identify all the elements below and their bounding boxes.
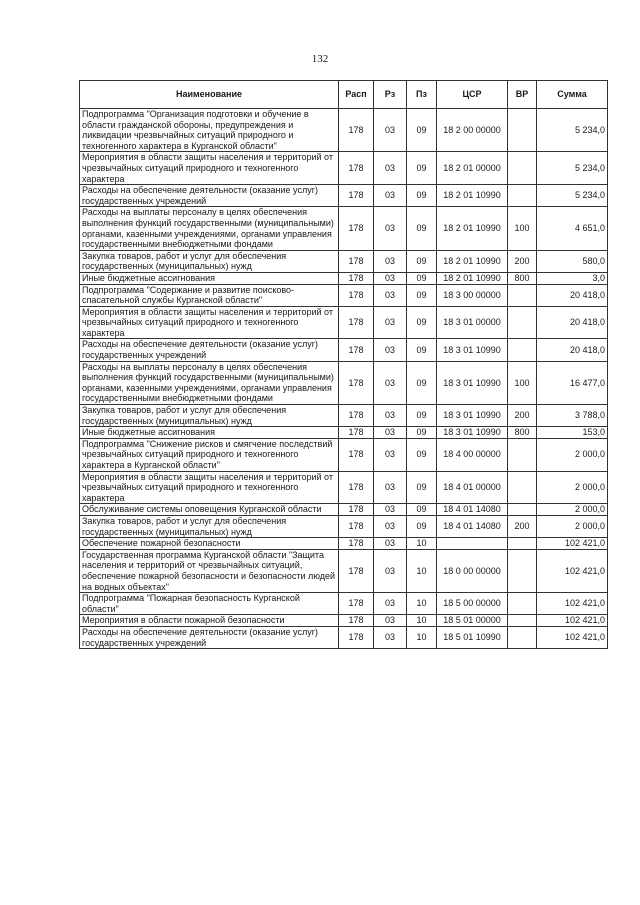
cell-pz: 09 bbox=[407, 405, 437, 427]
cell-name: Обслуживание системы оповещения Курганской области bbox=[80, 504, 339, 516]
cell-pz: 09 bbox=[407, 471, 437, 504]
cell-name: Обеспечение пожарной безопасности bbox=[80, 538, 339, 550]
cell-name: Мероприятия в области защиты населения и территорий от чрезвычайных ситуаций природного и техногенного характера bbox=[80, 471, 339, 504]
cell-vr bbox=[508, 185, 537, 207]
cell-pz: 10 bbox=[407, 549, 437, 592]
cell-vr bbox=[508, 626, 537, 648]
cell-name: Подпрограмма "Пожарная безопасность Курганской области" bbox=[80, 593, 339, 615]
table-row bbox=[80, 438, 608, 471]
cell-vr bbox=[508, 109, 537, 152]
table-row bbox=[80, 615, 608, 627]
cell-csr: 18 0 00 00000 bbox=[437, 549, 508, 592]
cell-sum: 5 234,0 bbox=[537, 109, 608, 152]
cell-csr: 18 4 00 00000 bbox=[437, 438, 508, 471]
cell-rz: 03 bbox=[374, 250, 407, 272]
header-sum: Сумма bbox=[537, 81, 608, 109]
cell-rz: 03 bbox=[374, 306, 407, 339]
cell-vr bbox=[508, 504, 537, 516]
cell-rasp: 178 bbox=[339, 109, 374, 152]
cell-name: Подпрограмма "Снижение рисков и смягчение последствий чрезвычайных ситуаций природного и техногенного характера в Курганской области" bbox=[80, 438, 339, 471]
cell-name: Подпрограмма "Содержание и развитие поисково-спасательной службы Курганской области" bbox=[80, 284, 339, 306]
cell-pz: 09 bbox=[407, 272, 437, 284]
table-row bbox=[80, 361, 608, 404]
cell-sum: 153,0 bbox=[537, 427, 608, 439]
cell-pz: 09 bbox=[407, 250, 437, 272]
cell-pz: 09 bbox=[407, 504, 437, 516]
cell-rz: 03 bbox=[374, 207, 407, 250]
cell-rz: 03 bbox=[374, 185, 407, 207]
cell-name: Иные бюджетные ассигнования bbox=[80, 272, 339, 284]
cell-rasp: 178 bbox=[339, 284, 374, 306]
cell-sum: 16 477,0 bbox=[537, 361, 608, 404]
table-row bbox=[80, 471, 608, 504]
cell-csr: 18 3 01 00000 bbox=[437, 306, 508, 339]
cell-vr: 200 bbox=[508, 405, 537, 427]
cell-vr: 800 bbox=[508, 427, 537, 439]
cell-rz: 03 bbox=[374, 593, 407, 615]
cell-rz: 03 bbox=[374, 152, 407, 185]
table-header-row bbox=[80, 81, 608, 109]
cell-rz: 03 bbox=[374, 471, 407, 504]
cell-pz: 09 bbox=[407, 207, 437, 250]
cell-pz: 09 bbox=[407, 438, 437, 471]
cell-vr bbox=[508, 615, 537, 627]
cell-rz: 03 bbox=[374, 272, 407, 284]
cell-sum: 2 000,0 bbox=[537, 504, 608, 516]
cell-name: Закупка товаров, работ и услуг для обеспечения государственных (муниципальных) нужд bbox=[80, 405, 339, 427]
cell-csr: 18 4 01 14080 bbox=[437, 504, 508, 516]
cell-rasp: 178 bbox=[339, 185, 374, 207]
cell-pz: 10 bbox=[407, 626, 437, 648]
cell-rz: 03 bbox=[374, 284, 407, 306]
cell-rz: 03 bbox=[374, 626, 407, 648]
header-vr: ВР bbox=[508, 81, 537, 109]
cell-sum: 2 000,0 bbox=[537, 471, 608, 504]
cell-rasp: 178 bbox=[339, 504, 374, 516]
cell-rz: 03 bbox=[374, 339, 407, 361]
cell-name: Мероприятия в области защиты населения и территорий от чрезвычайных ситуаций природного и техногенного характера bbox=[80, 306, 339, 339]
cell-rz: 03 bbox=[374, 109, 407, 152]
table-row bbox=[80, 306, 608, 339]
cell-sum: 20 418,0 bbox=[537, 284, 608, 306]
cell-sum: 20 418,0 bbox=[537, 306, 608, 339]
cell-pz: 09 bbox=[407, 152, 437, 185]
cell-rasp: 178 bbox=[339, 615, 374, 627]
cell-vr bbox=[508, 284, 537, 306]
table-row bbox=[80, 504, 608, 516]
cell-rasp: 178 bbox=[339, 405, 374, 427]
cell-rasp: 178 bbox=[339, 361, 374, 404]
cell-name: Подпрограмма "Организация подготовки и обучение в области гражданской обороны, предупреждения и ликвидации чрезвычайных ситуаций природного и техногенного характера в Курганской области" bbox=[80, 109, 339, 152]
cell-pz: 10 bbox=[407, 538, 437, 550]
cell-csr: 18 3 00 00000 bbox=[437, 284, 508, 306]
cell-pz: 10 bbox=[407, 615, 437, 627]
table-row bbox=[80, 427, 608, 439]
table-row bbox=[80, 515, 608, 537]
table-row bbox=[80, 207, 608, 250]
cell-name: Мероприятия в области пожарной безопасности bbox=[80, 615, 339, 627]
cell-pz: 09 bbox=[407, 361, 437, 404]
cell-sum: 4 651,0 bbox=[537, 207, 608, 250]
cell-rasp: 178 bbox=[339, 438, 374, 471]
cell-pz: 09 bbox=[407, 515, 437, 537]
cell-csr: 18 2 01 00000 bbox=[437, 152, 508, 185]
cell-rasp: 178 bbox=[339, 593, 374, 615]
cell-name: Расходы на выплаты персоналу в целях обеспечения выполнения функций государственными (муниципальными) органами, казенными учреждениями, органами управления государственными внебюджетными фондами bbox=[80, 207, 339, 250]
cell-name: Государственная программа Курганской области "Защита населения и территорий от чрезвычайных ситуаций, обеспечение пожарной безопасности и безопасности людей на водных объектах" bbox=[80, 549, 339, 592]
header-rz: Рз bbox=[374, 81, 407, 109]
budget-table bbox=[79, 80, 608, 649]
cell-rz: 03 bbox=[374, 538, 407, 550]
cell-vr bbox=[508, 152, 537, 185]
cell-sum: 580,0 bbox=[537, 250, 608, 272]
cell-sum: 102 421,0 bbox=[537, 549, 608, 592]
table-row bbox=[80, 549, 608, 592]
cell-vr bbox=[508, 339, 537, 361]
cell-csr: 18 5 00 00000 bbox=[437, 593, 508, 615]
cell-sum: 5 234,0 bbox=[537, 152, 608, 185]
cell-sum: 20 418,0 bbox=[537, 339, 608, 361]
cell-vr: 100 bbox=[508, 207, 537, 250]
cell-vr bbox=[508, 593, 537, 615]
cell-csr: 18 3 01 10990 bbox=[437, 339, 508, 361]
cell-name: Мероприятия в области защиты населения и территорий от чрезвычайных ситуаций природного и техногенного характера bbox=[80, 152, 339, 185]
cell-csr: 18 2 01 10990 bbox=[437, 250, 508, 272]
cell-pz: 09 bbox=[407, 185, 437, 207]
cell-vr bbox=[508, 471, 537, 504]
cell-csr: 18 5 01 00000 bbox=[437, 615, 508, 627]
cell-rz: 03 bbox=[374, 549, 407, 592]
cell-name: Закупка товаров, работ и услуг для обеспечения государственных (муниципальных) нужд bbox=[80, 250, 339, 272]
cell-sum: 3 788,0 bbox=[537, 405, 608, 427]
cell-rz: 03 bbox=[374, 504, 407, 516]
cell-name: Расходы на обеспечение деятельности (оказание услуг) государственных учреждений bbox=[80, 185, 339, 207]
cell-rz: 03 bbox=[374, 615, 407, 627]
cell-rz: 03 bbox=[374, 427, 407, 439]
cell-csr: 18 5 01 10990 bbox=[437, 626, 508, 648]
cell-csr: 18 3 01 10990 bbox=[437, 361, 508, 404]
table-row bbox=[80, 109, 608, 152]
cell-pz: 09 bbox=[407, 427, 437, 439]
header-csr: ЦСР bbox=[437, 81, 508, 109]
header-pz: Пз bbox=[407, 81, 437, 109]
cell-vr: 200 bbox=[508, 250, 537, 272]
cell-csr: 18 2 00 00000 bbox=[437, 109, 508, 152]
cell-csr: 18 2 01 10990 bbox=[437, 185, 508, 207]
cell-csr: 18 4 01 14080 bbox=[437, 515, 508, 537]
table-row bbox=[80, 593, 608, 615]
cell-rasp: 178 bbox=[339, 538, 374, 550]
cell-csr bbox=[437, 538, 508, 550]
cell-sum: 102 421,0 bbox=[537, 593, 608, 615]
cell-rasp: 178 bbox=[339, 626, 374, 648]
cell-rasp: 178 bbox=[339, 339, 374, 361]
cell-rasp: 178 bbox=[339, 515, 374, 537]
table-row bbox=[80, 405, 608, 427]
table-row bbox=[80, 538, 608, 550]
cell-rasp: 178 bbox=[339, 427, 374, 439]
cell-rasp: 178 bbox=[339, 207, 374, 250]
cell-rz: 03 bbox=[374, 405, 407, 427]
header-rasp: Расп bbox=[339, 81, 374, 109]
cell-csr: 18 4 01 00000 bbox=[437, 471, 508, 504]
cell-sum: 2 000,0 bbox=[537, 515, 608, 537]
cell-rasp: 178 bbox=[339, 152, 374, 185]
table-row bbox=[80, 284, 608, 306]
table-row bbox=[80, 250, 608, 272]
cell-rz: 03 bbox=[374, 438, 407, 471]
cell-rasp: 178 bbox=[339, 471, 374, 504]
header-name: Наименование bbox=[80, 81, 339, 109]
cell-rz: 03 bbox=[374, 515, 407, 537]
cell-pz: 09 bbox=[407, 284, 437, 306]
cell-pz: 09 bbox=[407, 306, 437, 339]
cell-name: Иные бюджетные ассигнования bbox=[80, 427, 339, 439]
cell-sum: 3,0 bbox=[537, 272, 608, 284]
table-row bbox=[80, 272, 608, 284]
cell-pz: 10 bbox=[407, 593, 437, 615]
cell-vr: 100 bbox=[508, 361, 537, 404]
cell-vr bbox=[508, 438, 537, 471]
cell-csr: 18 3 01 10990 bbox=[437, 427, 508, 439]
cell-rz: 03 bbox=[374, 361, 407, 404]
cell-sum: 102 421,0 bbox=[537, 615, 608, 627]
cell-name: Закупка товаров, работ и услуг для обеспечения государственных (муниципальных) нужд bbox=[80, 515, 339, 537]
cell-vr bbox=[508, 538, 537, 550]
cell-sum: 5 234,0 bbox=[537, 185, 608, 207]
cell-rasp: 178 bbox=[339, 306, 374, 339]
cell-sum: 102 421,0 bbox=[537, 538, 608, 550]
cell-csr: 18 2 01 10990 bbox=[437, 207, 508, 250]
cell-sum: 102 421,0 bbox=[537, 626, 608, 648]
cell-name: Расходы на выплаты персоналу в целях обеспечения выполнения функций государственными (муниципальными) органами, казенными учреждениями, органами управления государственными внебюджетными фондами bbox=[80, 361, 339, 404]
cell-rasp: 178 bbox=[339, 549, 374, 592]
cell-name: Расходы на обеспечение деятельности (оказание услуг) государственных учреждений bbox=[80, 339, 339, 361]
table-row bbox=[80, 339, 608, 361]
table-row bbox=[80, 626, 608, 648]
cell-pz: 09 bbox=[407, 109, 437, 152]
cell-vr bbox=[508, 549, 537, 592]
table-row bbox=[80, 185, 608, 207]
table-body bbox=[80, 109, 608, 649]
cell-vr bbox=[508, 306, 537, 339]
page-number: 132 bbox=[311, 53, 329, 65]
cell-sum: 2 000,0 bbox=[537, 438, 608, 471]
cell-vr: 200 bbox=[508, 515, 537, 537]
cell-pz: 09 bbox=[407, 339, 437, 361]
cell-rasp: 178 bbox=[339, 272, 374, 284]
cell-csr: 18 2 01 10990 bbox=[437, 272, 508, 284]
cell-vr: 800 bbox=[508, 272, 537, 284]
cell-csr: 18 3 01 10990 bbox=[437, 405, 508, 427]
table-row bbox=[80, 152, 608, 185]
cell-name: Расходы на обеспечение деятельности (оказание услуг) государственных учреждений bbox=[80, 626, 339, 648]
cell-rasp: 178 bbox=[339, 250, 374, 272]
